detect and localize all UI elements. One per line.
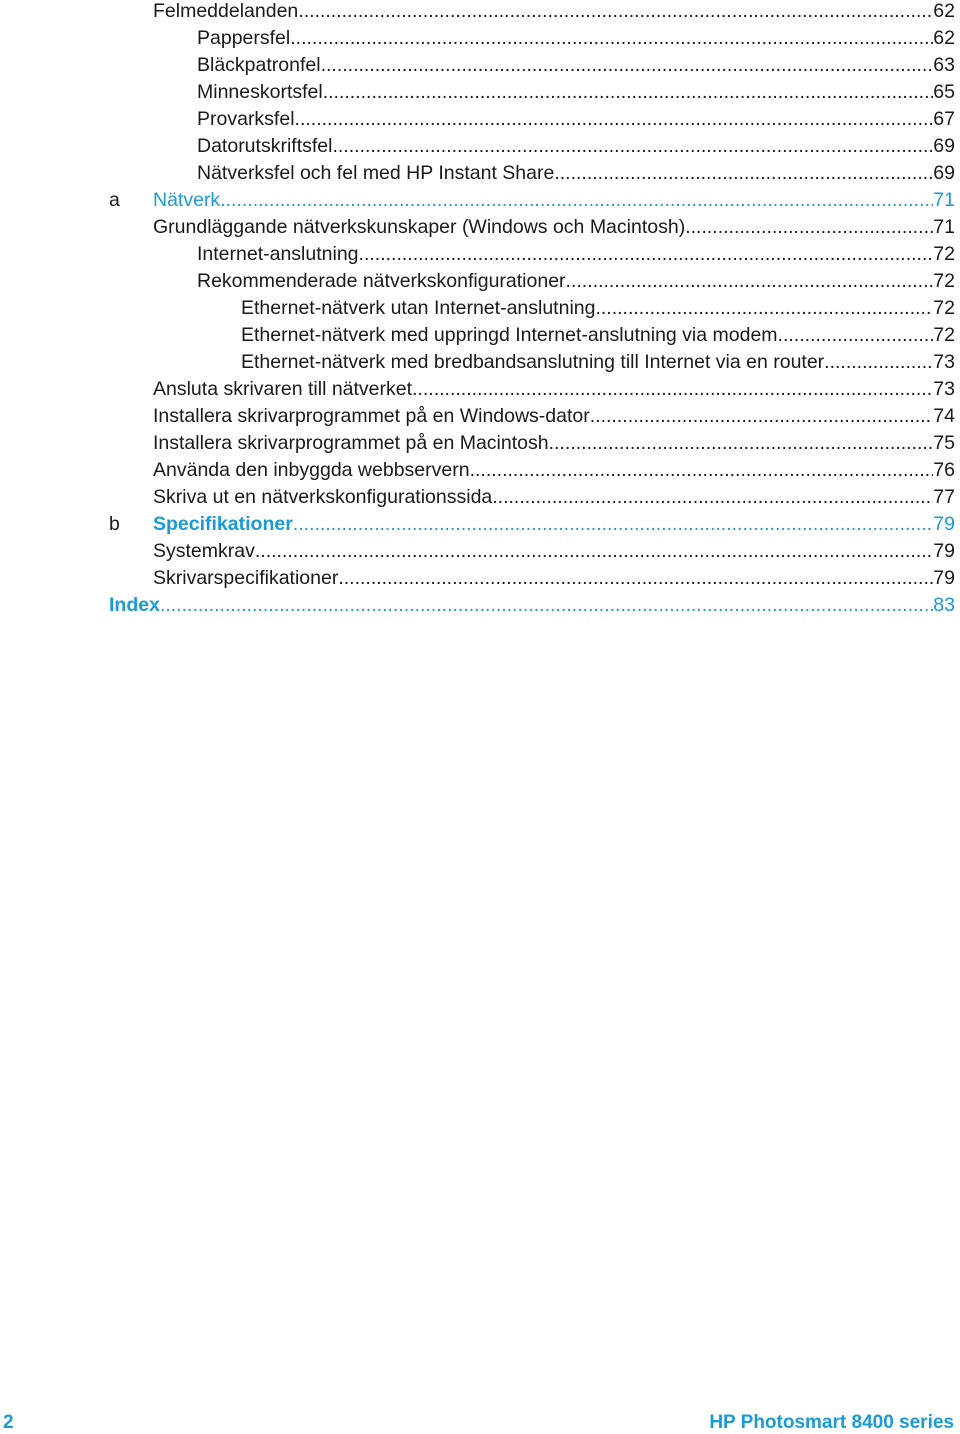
toc-entry-title: Ethernet-nätverk med bredbandsanslutning till Internet via en router bbox=[241, 351, 825, 373]
toc-dot-leader bbox=[220, 187, 933, 214]
toc-entry-title: Rekommenderade nätverkskonfigurationer bbox=[197, 270, 566, 292]
toc-dot-leader bbox=[255, 538, 933, 565]
toc-entry-natverk-chapter[interactable] bbox=[109, 187, 955, 214]
footer-product-name: HP Photosmart 8400 series bbox=[709, 1412, 954, 1433]
toc-dot-leader bbox=[323, 79, 934, 106]
toc-entry-title: Internet-anslutning bbox=[197, 243, 359, 265]
toc-entry-title: Nätverksfel och fel med HP Instant Share bbox=[197, 162, 555, 184]
toc-entry-konfigurationssida[interactable] bbox=[153, 484, 955, 511]
toc-entry-title: Ansluta skrivaren till nätverket bbox=[153, 378, 413, 400]
toc-entry-blackpatronfel[interactable] bbox=[197, 52, 955, 79]
toc-entry-title: Felmeddelanden bbox=[153, 0, 299, 22]
toc-entry-webbservern[interactable] bbox=[153, 457, 955, 484]
toc-dot-leader bbox=[685, 214, 933, 241]
toc-entry-minneskortsfel[interactable] bbox=[197, 79, 955, 106]
toc-entry-index[interactable] bbox=[109, 592, 955, 619]
toc-entry-page: 76 bbox=[933, 459, 955, 481]
toc-entry-title: Bläckpatronfel bbox=[197, 54, 321, 76]
toc-entry-page: 72 bbox=[933, 324, 955, 346]
toc-dot-leader bbox=[492, 484, 933, 511]
toc-dot-leader bbox=[554, 160, 933, 187]
toc-dot-leader bbox=[359, 241, 934, 268]
toc-entry-grundlaggande[interactable] bbox=[153, 214, 955, 241]
toc-dot-leader bbox=[321, 52, 934, 79]
toc-dot-leader bbox=[412, 376, 933, 403]
toc-entry-title: Index bbox=[109, 594, 160, 616]
toc-entry-title: Grundläggande nätverkskunskaper (Windows och Macintosh) bbox=[153, 216, 686, 238]
toc-entry-page: 69 bbox=[933, 162, 955, 184]
toc-entry-page: 62 bbox=[933, 0, 955, 22]
toc-entry-title: Pappersfel bbox=[197, 27, 291, 49]
toc-entry-ethernet-router[interactable] bbox=[241, 349, 955, 376]
toc-entry-page: 79 bbox=[933, 513, 955, 535]
toc-dot-leader bbox=[332, 133, 933, 160]
toc-dot-leader bbox=[566, 268, 934, 295]
toc-entry-page: 83 bbox=[933, 594, 955, 616]
toc-entry-page: 72 bbox=[933, 297, 955, 319]
toc-entry-page: 72 bbox=[933, 270, 955, 292]
toc-entry-systemkrav[interactable] bbox=[153, 538, 955, 565]
toc-entry-title: Installera skrivarprogrammet på en Macintosh bbox=[153, 432, 549, 454]
toc-entry-title: Skrivarspecifikationer bbox=[153, 567, 339, 589]
toc-entry-rekommenderade[interactable] bbox=[197, 268, 955, 295]
toc-dot-leader bbox=[470, 457, 934, 484]
toc-entry-title: Ethernet-nätverk med uppringd Internet-anslutning via modem bbox=[241, 324, 778, 346]
toc-entry-internet-anslutning[interactable] bbox=[197, 241, 955, 268]
footer-page-number: 2 bbox=[3, 1412, 14, 1433]
toc-dot-leader bbox=[778, 322, 934, 349]
toc-dot-leader bbox=[595, 295, 933, 322]
toc-entry-title: Specifikationer bbox=[153, 513, 293, 535]
toc-entry-page: 71 bbox=[933, 216, 955, 238]
toc-dot-leader bbox=[824, 349, 933, 376]
toc-entry-provarksfel[interactable] bbox=[197, 106, 955, 133]
toc-dot-leader bbox=[338, 565, 933, 592]
toc-entry-page: 74 bbox=[933, 405, 955, 427]
toc-entry-ethernet-modem[interactable] bbox=[241, 322, 955, 349]
toc-entry-installera-macintosh[interactable] bbox=[153, 430, 955, 457]
toc-entry-skrivarspecifikationer[interactable] bbox=[153, 565, 955, 592]
toc-entry-title: Systemkrav bbox=[153, 540, 255, 562]
toc-dot-leader bbox=[549, 430, 934, 457]
toc-entry-page: 62 bbox=[933, 27, 955, 49]
toc-entry-pappersfel[interactable] bbox=[197, 25, 955, 52]
toc-entry-page: 79 bbox=[933, 540, 955, 562]
toc-entry-title: Minneskortsfel bbox=[197, 81, 323, 103]
toc-entry-title: Skriva ut en nätverkskonfigurationssida bbox=[153, 486, 493, 508]
toc-entry-page: 72 bbox=[933, 243, 955, 265]
toc-entry-title: Ethernet-nätverk utan Internet-anslutning bbox=[241, 297, 596, 319]
toc-entry-page: 71 bbox=[933, 189, 955, 211]
toc-entry-page: 73 bbox=[933, 378, 955, 400]
toc-entry-natverksfel[interactable] bbox=[197, 160, 955, 187]
toc-entry-page: 77 bbox=[933, 486, 955, 508]
toc-entry-title: Nätverk bbox=[153, 189, 221, 211]
toc-entry-installera-windows[interactable] bbox=[153, 403, 955, 430]
toc-entry-title: Provarksfel bbox=[197, 108, 295, 130]
toc-entry-page: 65 bbox=[933, 81, 955, 103]
toc-entry-datorutskriftsfel[interactable] bbox=[197, 133, 955, 160]
toc-entry-ansluta-skrivaren[interactable] bbox=[153, 376, 955, 403]
toc-appendix-letter: b bbox=[109, 513, 120, 535]
toc-entry-page: 63 bbox=[933, 54, 955, 76]
toc-entry-title: Använda den inbyggda webbservern bbox=[153, 459, 470, 481]
toc-entry-felmeddelanden[interactable] bbox=[153, 0, 955, 25]
toc-entry-page: 75 bbox=[933, 432, 955, 454]
toc-dot-leader bbox=[590, 403, 934, 430]
toc-dot-leader bbox=[298, 0, 933, 25]
toc-entry-title: Installera skrivarprogrammet på en Windows-dator bbox=[153, 405, 590, 427]
toc-dot-leader bbox=[295, 106, 934, 133]
toc-entry-ethernet-utan[interactable] bbox=[241, 295, 955, 322]
toc-entry-specifikationer-chapter[interactable] bbox=[109, 511, 955, 538]
toc-entry-page: 67 bbox=[933, 108, 955, 130]
toc-dot-leader bbox=[160, 592, 933, 619]
toc-entry-page: 69 bbox=[933, 135, 955, 157]
toc-entry-page: 79 bbox=[933, 567, 955, 589]
toc-appendix-letter: a bbox=[109, 189, 120, 211]
toc-dot-leader bbox=[290, 25, 933, 52]
toc-dot-leader bbox=[293, 511, 934, 538]
toc-entry-title: Datorutskriftsfel bbox=[197, 135, 333, 157]
toc-entry-page: 73 bbox=[933, 351, 955, 373]
